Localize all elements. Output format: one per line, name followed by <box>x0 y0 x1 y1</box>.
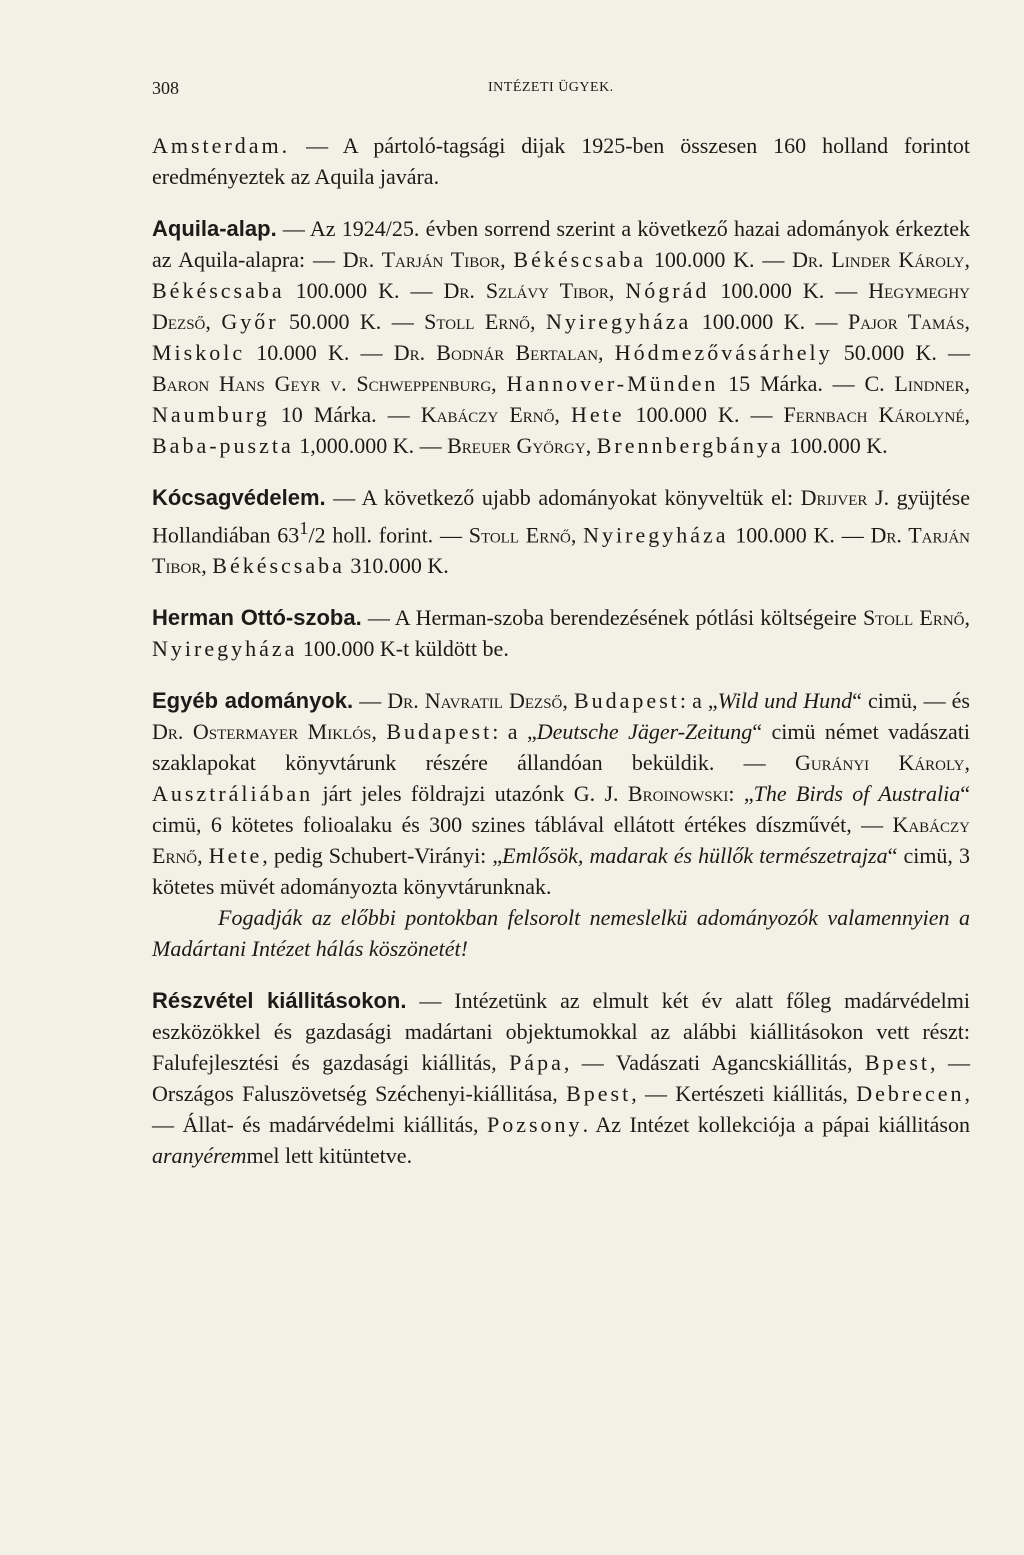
donor-name: Dr. Linder Károly, <box>792 247 970 272</box>
place-name: Nyiregyháza <box>152 636 298 662</box>
page-header <box>152 78 974 102</box>
place-name: Nyiregyháza <box>545 309 692 334</box>
paragraph-text: “ cimü német vadászati szaklapokat könyvtárunk részére állandóan beküldik. — <box>152 719 970 776</box>
paragraph-aquila-alap <box>152 213 970 461</box>
section-heading: Kócsagvédelem. <box>152 485 326 510</box>
amount-text: 50.000 K. — <box>278 309 425 334</box>
paragraph-reszvetel-kiallitasokon <box>152 985 970 1171</box>
closing-acknowledgement <box>152 902 970 964</box>
amount-text: 100.000 K. — <box>284 278 444 303</box>
paragraph-text: — A Herman-szoba berendezésének pótlási költségeire <box>361 605 863 631</box>
donor-name: Stoll Ernő, <box>468 522 577 548</box>
amount-text: 50.000 K. — <box>832 340 971 365</box>
section-heading: Herman Ottó-szoba. <box>152 605 362 631</box>
paragraph-egyeb-adomanyok <box>152 685 970 902</box>
place-name: Nógrád <box>625 278 710 303</box>
place-name: Budapest <box>386 719 493 745</box>
donor-name: Broinowski <box>627 781 729 807</box>
amount-text: 10 Márka. — <box>269 402 421 427</box>
place-name: Békéscsaba <box>513 247 647 272</box>
place-name: Bpest <box>566 1081 632 1107</box>
donor-name: Dr. Navratil Dezső, <box>387 688 568 714</box>
donor-name: Breuer György, <box>447 433 592 458</box>
place-name: Hete <box>570 402 625 427</box>
amount-text: 100.000 K. — <box>646 247 793 272</box>
publication-title: Deutsche Jäger-Zeitung <box>536 719 753 745</box>
publication-title: Emlősök, madarak és hüllők természetrajza <box>502 843 888 869</box>
place-name: Bpest <box>864 1050 931 1076</box>
paragraph-text: “ cimü, — és <box>852 688 970 714</box>
amount-text: 100.000 K. — <box>624 402 784 427</box>
place-name: Hannover-Münden <box>506 371 719 396</box>
place-name: Miskolc <box>152 340 246 365</box>
running-title: INTÉZETI ÜGYEK. <box>488 80 614 95</box>
paragraph-text: mel lett kitüntetve. <box>246 1143 413 1169</box>
place-name: Ausztráliában <box>152 781 314 807</box>
paragraph-text: — <box>353 688 388 714</box>
place-name: Budapest <box>573 688 680 714</box>
paragraph-text: “ cimü, 3 kötetes müvét adományozta könyvtárunknak. <box>152 843 971 900</box>
paragraph-kocsagvedelem <box>152 482 970 581</box>
donor-name: Dr. Bodnár Bertalan, <box>393 340 604 365</box>
amount-text: 100.000 K-t küldött be. <box>297 636 509 662</box>
fraction-numerator: 1 <box>299 518 309 538</box>
amount-text: 100.000 K. — <box>709 278 869 303</box>
paragraph-herman-otto-szoba <box>152 602 970 664</box>
donor-name: Pajor Tamás, <box>847 309 971 334</box>
section-heading: Részvétel kiállitásokon. <box>152 988 407 1014</box>
amount-text: 100.000 K. — <box>728 522 871 548</box>
place-name: Pápa <box>509 1050 564 1076</box>
paragraph-text: , pedig Schubert-Virányi: „ <box>262 843 503 869</box>
donor-name: Dr. Szlávy Tibor, <box>443 278 615 303</box>
amount-text: 10.000 K. — <box>245 340 394 365</box>
closing-text: Fogadják az előbbi pontokban felsorolt nemeslelkü adományozók valamennyien a Madártani Intézet hálás köszönetét! <box>152 905 970 962</box>
publication-title: The Birds of Australia <box>753 781 961 807</box>
section-heading: Aquila-alap. <box>152 216 277 241</box>
donor-name: Stoll Ernő, <box>862 605 970 631</box>
amount-text: 310.000 K. <box>344 553 449 579</box>
paragraph-text: — A következő ujabb adományokat könyveltük el: <box>325 485 801 510</box>
paragraph-text: /2 holl. forint. — <box>308 522 469 548</box>
place-name: Győr <box>221 309 279 334</box>
paragraph-text: — A pártoló-tagsági dijak 1925-ben összesen 160 holland forintot eredményeztek az Aquila javára. <box>152 133 970 189</box>
donor-name: Dr. Tarján Tibor, <box>152 522 971 579</box>
place-name: Hete <box>208 843 263 869</box>
place-name: Brennbergbánya <box>596 433 784 458</box>
paragraph-text: , — Országos Faluszövetség Széchenyi-kiállitása, <box>152 1050 970 1107</box>
paragraph-text: . Az Intézet kollekciója a pápai kiállitáson <box>582 1112 970 1138</box>
publication-title: Wild und Hund <box>717 688 853 714</box>
place-name: Naumburg <box>152 402 270 427</box>
paragraph-text: , — Vadászati Agancskiállitás, <box>563 1050 865 1076</box>
donor-name: Baron Hans Geyr v. Schweppenburg, <box>152 371 497 396</box>
donor-name: Hegymeghy Dezső, <box>152 278 970 334</box>
donor-name: Stoll Ernő, <box>424 309 536 334</box>
place-name: Békéscsaba <box>212 553 345 579</box>
paragraph-text: : a „ <box>679 688 718 714</box>
paragraph-text: : „ <box>728 781 754 807</box>
place-name: Hódmezővásárhely <box>614 340 833 365</box>
place-name: Pozsony <box>487 1112 583 1138</box>
donor-name: Dr. Tarján Tibor, <box>342 247 506 272</box>
donor-name: Kabáczy Ernő, <box>420 402 560 427</box>
paragraph-text: — Az 1924/25. évben sorrend szerint a következő hazai adományok érkeztek az Aquila-alapra: — <box>152 216 970 272</box>
paragraph-amsterdam <box>152 130 970 192</box>
paragraph-text: — Intézetünk az elmult két év alatt főleg madárvédelmi eszközökkel és gazdasági madártani objektumokkal az alábbi kiállitásokon vett részt: Falufejlesztési és gazdasági kiállitás, <box>152 988 970 1076</box>
amount-text: 1,000.000 K. — <box>293 433 448 458</box>
donor-name: Drijver <box>800 485 868 510</box>
emphasis-text: aranyérem <box>152 1143 247 1169</box>
paragraph-text: járt jeles földrajzi utazónk G. J. <box>313 781 628 807</box>
section-heading: Egyéb adományok. <box>152 688 354 714</box>
paragraph-text: , — Állat- és madárvédelmi kiállitás, <box>152 1081 970 1138</box>
paragraph-text: J. gyüjtése Hollandiában 63 <box>152 485 970 548</box>
place-name: Békéscsaba <box>152 278 285 303</box>
donor-name: Fernbach Károlyné, <box>783 402 971 427</box>
amount-text: 100.000 K. — <box>691 309 848 334</box>
paragraph-text: : a „ <box>492 719 537 745</box>
place-name: Debrecen <box>856 1081 965 1107</box>
place-name: Baba-puszta <box>152 433 294 458</box>
donor-name: C. Lindner, <box>864 371 970 396</box>
page-number: 308 <box>152 78 179 98</box>
donor-name: Dr. Ostermayer Miklós, <box>152 719 377 745</box>
donor-name: Gurányi Károly, <box>794 750 970 776</box>
paragraph-text: “ cimü, 6 kötetes folioalaku és 300 szines táblával ellátott értékes díszművét, — <box>152 781 970 838</box>
paragraph-text: , — Kertészeti kiállitás, <box>631 1081 857 1107</box>
place-name: Amsterdam. <box>152 133 291 158</box>
amount-text: 100.000 K. <box>783 433 888 458</box>
amount-text: 15 Márka. — <box>718 371 865 396</box>
donor-name: Kabáczy Ernő, <box>152 812 970 869</box>
place-name: Nyiregyháza <box>583 522 729 548</box>
article-body <box>152 130 970 1171</box>
